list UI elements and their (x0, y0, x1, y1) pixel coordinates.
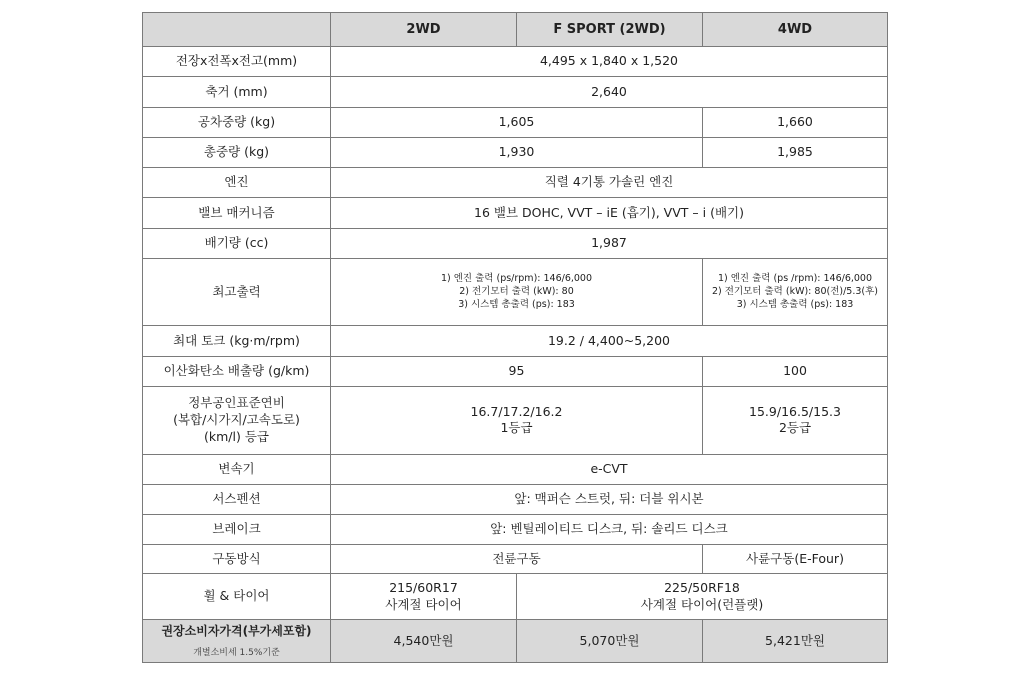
value-gross-weight-4wd: 1,985 (703, 138, 888, 167)
value-co2-2wd: 95 (331, 356, 703, 386)
value-max-torque: 19.2 / 4,400~5,200 (331, 326, 888, 356)
fuel-economy-4wd-figures: 15.9/16.5/15.3 (749, 403, 841, 419)
value-dimensions: 4,495 x 1,840 x 1,520 (331, 47, 888, 77)
row-engine (143, 167, 888, 197)
value-displacement: 1,987 (331, 228, 888, 258)
label-dimensions: 전장x전폭x전고(mm) (143, 47, 331, 77)
label-drive: 구동방식 (143, 544, 331, 573)
value-max-output-4wd (703, 259, 888, 326)
value-fuel-economy-4wd (703, 387, 888, 454)
label-max-output: 최고출력 (143, 259, 331, 326)
max-output-4wd-line-3: 3) 시스템 총출력 (ps): 183 (736, 298, 854, 310)
value-curb-weight-2wd: 1,605 (331, 107, 703, 137)
row-dimensions (143, 47, 888, 77)
header-corner (143, 13, 331, 47)
value-curb-weight-4wd: 1,660 (703, 107, 888, 137)
wheel-tire-other-type: 사계절 타이어(런플랫) (640, 596, 764, 612)
value-wheel-tire-other (517, 574, 888, 620)
row-price (143, 620, 888, 663)
fuel-economy-2wd-figures: 16.7/17.2/16.2 (470, 403, 563, 419)
label-brake: 브레이크 (143, 515, 331, 544)
value-gross-weight-2wd: 1,930 (331, 138, 703, 167)
row-gross-weight (143, 138, 888, 167)
value-co2-4wd: 100 (703, 356, 888, 386)
label-co2: 이산화탄소 배출량 (g/km) (143, 356, 331, 386)
fuel-economy-label-line-3: (km/l) 등급 (204, 428, 269, 444)
row-displacement (143, 228, 888, 258)
header-4wd: 4WD (703, 13, 888, 47)
label-curb-weight: 공차중량 (kg) (143, 107, 331, 137)
max-output-2wd-line-3: 3) 시스템 총출력 (ps): 183 (458, 298, 575, 310)
value-price-2wd: 4,540만원 (331, 620, 517, 663)
value-transmission: e-CVT (331, 454, 888, 484)
row-co2 (143, 356, 888, 386)
value-price-fsport: 5,070만원 (517, 620, 703, 663)
price-note: 개별소비세 1.5%기준 (193, 648, 280, 659)
value-valve: 16 밸브 DOHC, VVT – iE (흡기), VVT – i (배기) (331, 198, 888, 228)
value-wheel-tire-2wd (331, 574, 517, 620)
wheel-tire-other-size: 225/50RF18 (664, 579, 740, 595)
row-transmission (143, 454, 888, 484)
max-output-2wd-line-2: 2) 전기모터 출력 (kW): 80 (459, 286, 574, 297)
label-wheelbase: 축거 (mm) (143, 77, 331, 107)
wheel-tire-2wd-size: 215/60R17 (389, 579, 458, 595)
fuel-economy-label-line-1: 정부공인표준연비 (188, 395, 285, 411)
label-fuel-economy (143, 387, 331, 454)
value-engine: 직렬 4기통 가솔린 엔진 (331, 167, 888, 197)
value-suspension: 앞: 맥퍼슨 스트럿, 뒤: 더블 위시본 (331, 484, 888, 514)
value-drive-2wd: 전륜구동 (331, 544, 703, 573)
row-wheelbase (143, 77, 888, 107)
spec-table (142, 12, 888, 663)
value-price-4wd: 5,421만원 (703, 620, 888, 663)
label-displacement: 배기량 (cc) (143, 228, 331, 258)
row-curb-weight (143, 107, 888, 137)
row-fuel-economy (143, 387, 888, 454)
row-drive (143, 544, 888, 573)
row-wheel-tire (143, 574, 888, 620)
fuel-economy-2wd-grade: 1등급 (500, 420, 533, 436)
max-output-2wd-line-1: 1) 엔진 출력 (ps/rpm): 146/6,000 (440, 273, 593, 285)
label-price (143, 620, 331, 663)
max-output-4wd-line-1: 1) 엔진 출력 (ps /rpm): 146/6,000 (717, 273, 873, 285)
wheel-tire-2wd-type: 사계절 타이어 (385, 596, 462, 612)
row-suspension (143, 484, 888, 514)
label-gross-weight: 총중량 (kg) (143, 138, 331, 167)
row-max-torque (143, 326, 888, 356)
label-suspension: 서스펜션 (143, 484, 331, 514)
header-2wd: 2WD (331, 13, 517, 47)
max-output-4wd-line-2: 2) 전기모터 출력 (kW): 80(전)/5.3(후) (712, 286, 878, 297)
label-max-torque: 최대 토크 (kg·m/rpm) (143, 326, 331, 356)
value-wheelbase: 2,640 (331, 77, 888, 107)
price-title: 권장소비자가격(부가세포함) (161, 623, 312, 638)
row-valve (143, 198, 888, 228)
label-wheel-tire: 휠 & 타이어 (143, 574, 331, 620)
row-max-output (143, 259, 888, 326)
label-valve: 밸브 매커니즘 (143, 198, 331, 228)
value-max-output-2wd (331, 259, 703, 326)
label-engine: 엔진 (143, 167, 331, 197)
value-brake: 앞: 벤틸레이티드 디스크, 뒤: 솔리드 디스크 (331, 515, 888, 544)
label-transmission: 변속기 (143, 454, 331, 484)
fuel-economy-4wd-grade: 2등급 (778, 420, 812, 436)
value-fuel-economy-2wd (331, 387, 703, 454)
fuel-economy-label-line-2: (복합/시가지/고속도로) (173, 412, 300, 428)
header-row (143, 13, 888, 47)
header-fsport: F SPORT (2WD) (517, 13, 703, 47)
value-drive-4wd: 사륜구동(E-Four) (703, 544, 888, 573)
row-brake (143, 515, 888, 544)
